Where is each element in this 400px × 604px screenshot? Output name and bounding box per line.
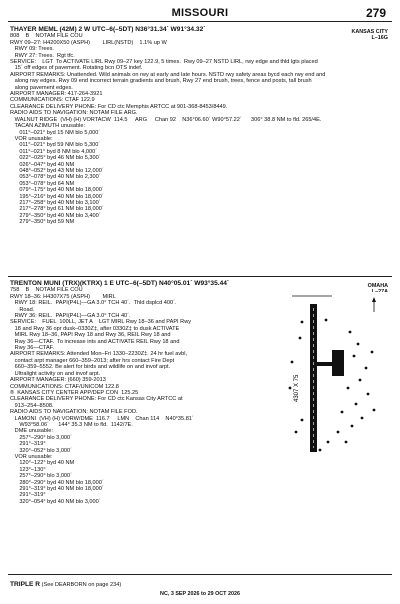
trenton-line: COMMUNICATIONS: CTAF/UNICOM 122.8 <box>10 383 119 390</box>
page-number: 279 <box>365 6 386 20</box>
thayer-line: COMMUNICATIONS: CTAF 122.9 <box>10 97 95 104</box>
trenton-line: AIRPORT REMARKS: Attended Mon–Fri 1330–2230Z‡. 24 hr fuel avbl, <box>10 351 188 358</box>
thayer-line: 079°–175° byd 40 NM blo 18,000´ <box>10 187 104 194</box>
trenton-line: VOR unusable: <box>10 453 53 460</box>
thayer-line: TACAN AZIMUTH unusable: <box>10 123 86 130</box>
trenton-line: Rwy 36—CTAF. <box>10 345 55 352</box>
thayer-line: 048°–052° byd 43 NM blo 12,000´ <box>10 167 104 174</box>
thayer-line: 15´ off edges of pavement. Rotating bcn OTS indef. <box>10 65 143 72</box>
thayer-line: AIRPORT MANAGER: 417-264-3921 <box>10 91 103 98</box>
thayer-entry <box>10 27 340 226</box>
thayer-line: 217°–278° byd 61 NM blo 18,000´ <box>10 206 104 213</box>
thayer-line: 217°–258° byd 40 NM blo 3,100´ <box>10 199 101 206</box>
trenton-line: 320°–052° blo 3,000´ <box>10 447 73 454</box>
thayer-line: 011°–021° byd 59 NM blo 5,300´ <box>10 142 101 149</box>
thayer-line: WALNUT RIDGE (VH) (H) VORTACW 114.5 ARG Chan 92 N36°06.60´ W90°57.22´ 306° 38.8 NM to fld. 265/4E. <box>10 116 322 123</box>
trenton-line: Rwy 36—CTAF. To increase ints and ACTIVATE REIL Rwy 18 and <box>10 338 180 345</box>
trenton-line: AIRPORT MANAGER: (660) 359-2013 <box>10 377 106 384</box>
triple-r-entry <box>10 582 121 588</box>
airport-diagram <box>262 292 388 462</box>
trenton-line: RWY 18–36: H4307X75 (ASPH) MIRL <box>10 293 116 300</box>
thayer-line: 195°–216° byd 40 NM blo 18,000´ <box>10 193 104 200</box>
section-rule <box>8 276 392 277</box>
trenton-line: SERVICE: FUEL 100LL, JET A LGT MIRL Rwy 18–36 and PAPI Rwy <box>10 319 192 326</box>
trenton-line: ® KANSAS CITY CENTER APP/DEP CON 125.25 <box>10 389 139 396</box>
trenton-line: 257°–290° blo 3,000´ <box>10 434 73 441</box>
trenton-line: 660–359–5552. Be alert for birds and wildlife on and invof arpt. <box>10 364 171 371</box>
trenton-line: RWY 36: REIL. PAPI(P4L)—GA 3.0° TCH 40´. <box>10 313 131 320</box>
trenton-line: 913–254–8508. <box>10 402 54 409</box>
trenton-line: 120°–122° byd 40 NM <box>10 460 75 467</box>
thayer-line: 026°–047° byd 40 NM <box>10 161 75 168</box>
trenton-line: LAMONI (VH) (H) VORW/DME 116.7 LMN Chan 114 N40°35.81´ <box>10 415 194 422</box>
thayer-line: along rwy edges. Rwy 09 end incorrect terrain gradients and brush, Rwy 27 end brush, trees, fence and posts, tall brush <box>10 78 312 85</box>
trenton-line: W93°58.06´ 144° 35.3 NM to fld. 1142/7E. <box>10 421 133 428</box>
trenton-line: 280°–290° byd 40 NM blo 18,000´ <box>10 479 104 486</box>
trenton-line: 758 B NOTAM FILE COU <box>10 287 83 294</box>
thayer-region <box>351 29 388 41</box>
thayer-line: 808 B NOTAM FILE COU <box>10 33 83 40</box>
footer-rule <box>8 574 392 575</box>
thayer-line: 053°–078° byd 40 NM blo 2,300´ <box>10 174 101 181</box>
diagram-background <box>262 292 388 462</box>
trenton-line: DME unusable: <box>10 428 53 435</box>
thayer-line: AIRPORT REMARKS: Unattended. Wild animals on rwy at early and late hours. NSTD rwy safety areas bycd each rwy end and <box>10 71 326 78</box>
validity-footer: NC, 3 SEP 2026 to 29 OCT 2026 <box>160 591 240 597</box>
thayer-line: SERVICE: LGT To ACTIVATE LIRL Rwy 09–27 key 122.9, 5 times. Rwy 09–27 NSTD LIRL, rwy edge and thld lgts placed <box>10 59 318 66</box>
trenton-line: 18 and Rwy 36 opr dusk–0330Z‡, after 0330Z‡ to dusk ACTIVATE <box>10 325 180 332</box>
trenton-line: CLEARANCE DELIVERY PHONE: For CD ctc Kansas City ARTCC at <box>10 396 183 403</box>
trenton-line: Ultralight activity on and invof arpt. <box>10 370 101 377</box>
state-header: MISSOURI <box>171 7 229 19</box>
trenton-line: contact arpt manager 660–359–2013; after hrs contact Fire Dept <box>10 357 175 364</box>
trenton-lines <box>10 287 260 505</box>
trenton-line: 291°–319° <box>10 441 46 448</box>
apron <box>332 350 344 376</box>
thayer-line: 011°–021° byd 15 NM blo 5,000´ <box>10 129 101 136</box>
trenton-line: 291°–319° byd 40 NM blo 18,000´ <box>10 486 104 492</box>
thayer-line: VOR unusable: <box>10 135 53 142</box>
thayer-line: 011°–021° byd 8 NM blo 4,000´ <box>10 148 98 155</box>
trenton-line: Road. <box>10 306 35 313</box>
thayer-line: RWY 09: Trees. <box>10 46 54 53</box>
thayer-line: 279°–350° byd 59 NM <box>10 219 75 226</box>
triple-r-title: TRIPLE R <box>10 581 41 588</box>
thayer-line: 053°–078° byd 64 NM <box>10 180 75 187</box>
thayer-line: CLEARANCE DELIVERY PHONE: For CD ctc Memphis ARTCC at 901-368-8453/8449. <box>10 103 228 110</box>
trenton-region-label: OMAHA <box>367 283 388 289</box>
runway-dimension-label: 4307 X 75 <box>294 374 300 402</box>
thayer-region-label: KANSAS CITY <box>351 29 388 35</box>
thayer-title: THAYER MEML (42M) 2 W UTC–6(–5DT) N36°31.34´ W91°34.32´ <box>10 26 206 33</box>
trenton-entry <box>10 281 260 505</box>
trenton-line: MIRL Rwy 18–36, PAPI Rwy 18 and Rwy 36, REIL Rwy 18 and <box>10 332 171 339</box>
trenton-line: 320°–054° byd 40 NM blo 3,000´ <box>10 498 101 505</box>
triple-r-text: (See DEARBORN on page 234) <box>41 582 122 588</box>
thayer-line: RADIO AIDS TO NAVIGATION: NOTAM FILE ARG. <box>10 110 138 117</box>
thayer-line: RWY 09–27: H4200X50 (ASPH) LIRL(NSTD) 1.1% up W <box>10 39 167 46</box>
thayer-line: 279°–350° byd 40 NM blo 3,400´ <box>10 212 101 219</box>
thayer-lines <box>10 33 340 225</box>
thayer-chart-ref: L–16G <box>371 35 388 42</box>
trenton-line: RWY 18: REIL. PAPI(P4L)—GA 3.0° TCH 40´. Thld dsplcd 400´. <box>10 300 177 307</box>
trenton-line: 123°–130° <box>10 466 46 473</box>
trenton-line: 291°–319° <box>10 492 46 499</box>
header-rule <box>8 21 392 22</box>
trenton-title: TRENTON MUNI (TRX)(KTRX) 1 E UTC–6(–5DT) N40°05.01´ W93°35.44´ <box>10 280 230 287</box>
trenton-line: RADIO AIDS TO NAVIGATION: NOTAM FILE FOD. <box>10 409 138 416</box>
thayer-line: 022°–025° byd 46 NM blo 5,300´ <box>10 155 101 162</box>
trenton-line: 257°–290° blo 3,000´ <box>10 473 73 480</box>
thayer-line: along pavement edges. <box>10 84 73 91</box>
thayer-line: RWY 27: Trees. Rgt tfc. <box>10 52 75 59</box>
